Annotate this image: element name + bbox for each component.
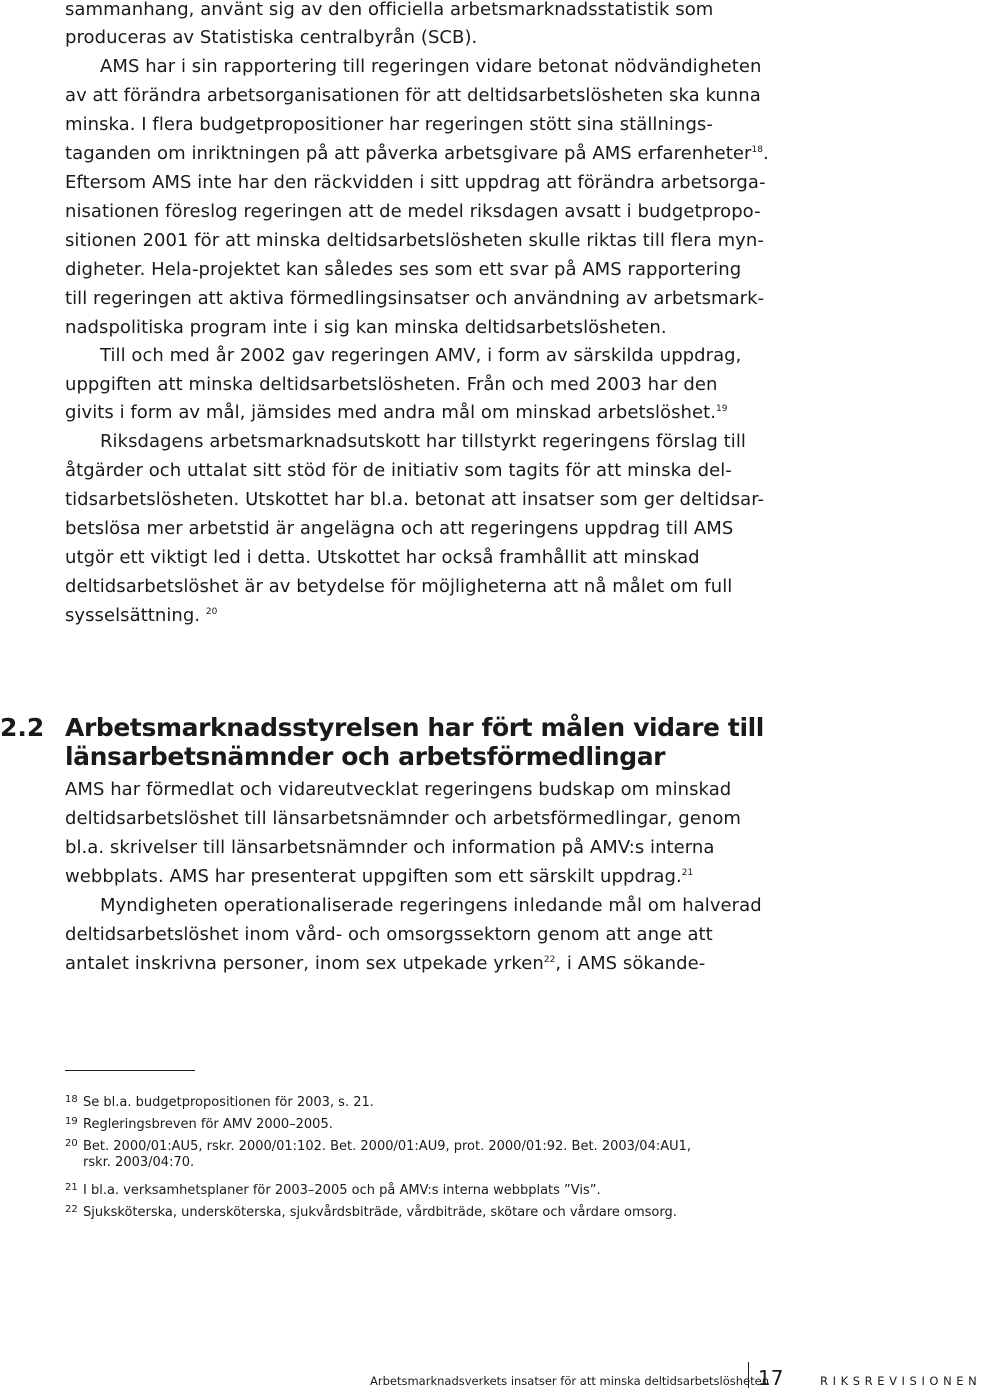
period: . bbox=[763, 143, 769, 164]
body-line: deltidsarbetslöshet är av betydelse för möjligheterna att nå målet om full bbox=[65, 576, 733, 597]
body-line: av att förändra arbetsorganisationen för att deltidsarbetslösheten ska kunna bbox=[65, 85, 761, 106]
footnote-ref-21: 21 bbox=[681, 868, 694, 878]
footer-divider bbox=[748, 1362, 749, 1388]
footnote-ref-22: 22 bbox=[543, 955, 556, 965]
footnote-text: Se bl.a. budgetpropositionen för 2003, s. 21. bbox=[83, 1095, 374, 1110]
footnote-number: 21 bbox=[65, 1182, 78, 1193]
body-line: nisationen föreslog regeringen att de medel riksdagen avsatt i budgetpropo- bbox=[65, 201, 761, 222]
body-line: digheter. Hela-projektet kan således ses som ett svar på AMS rapportering bbox=[65, 259, 742, 280]
footer-document-title: Arbetsmarknadsverkets insatser för att minska deltidsarbetslösheten bbox=[370, 1374, 770, 1388]
footnote-text: Bet. 2000/01:AU5, rskr. 2000/01:102. Bet. 2000/01:AU9, prot. 2000/01:92. Bet. 2003/04:AU1, bbox=[83, 1139, 692, 1154]
section-line: bl.a. skrivelser till länsarbetsnämnder och information på AMV:s interna bbox=[65, 837, 715, 858]
body-line: till regeringen att aktiva förmedlingsinsatser och användning av arbetsmark- bbox=[65, 288, 765, 309]
footnote-ref-18: 18 bbox=[751, 145, 764, 155]
body-line: uppgiften att minska deltidsarbetslösheten. Från och med 2003 har den bbox=[65, 374, 718, 395]
body-line bbox=[65, 144, 769, 164]
footnote-text: Sjuksköterska, undersköterska, sjukvårdsbiträde, vårdbiträde, skötare och vårdare omsorg. bbox=[83, 1205, 677, 1220]
footnote-continuation: rskr. 2003/04:70. bbox=[83, 1155, 195, 1170]
page-number: 17 bbox=[758, 1366, 784, 1390]
section-line: Myndigheten operationaliserade regeringens inledande mål om halverad bbox=[100, 895, 762, 916]
footnote-ref-19: 19 bbox=[716, 404, 728, 414]
body-line: betslösa mer arbetstid är angelägna och att regeringens uppdrag till AMS bbox=[65, 518, 734, 539]
body-line-text: givits i form av mål, jämsides med andra mål om minskad arbetslöshet. bbox=[65, 402, 717, 423]
body-line: sitionen 2001 för att minska deltidsarbetslösheten skulle riktas till flera myn- bbox=[65, 230, 764, 251]
footnote-number: 18 bbox=[65, 1094, 78, 1105]
section-line-text: antalet inskrivna personer, inom sex utpekade yrken bbox=[65, 953, 544, 974]
body-line: produceras av Statistiska centralbyrån (SCB). bbox=[65, 27, 478, 48]
body-line: minska. I flera budgetpropositioner har regeringen stött sina ställnings- bbox=[65, 114, 713, 135]
footnote-text: Regleringsbreven för AMV 2000–2005. bbox=[83, 1117, 333, 1132]
section-line: AMS har förmedlat och vidareutvecklat regeringens budskap om minskad bbox=[65, 779, 732, 800]
footnote-number: 19 bbox=[65, 1116, 78, 1127]
footer-brand-logo: RIKSREVISIONEN bbox=[820, 1374, 981, 1388]
body-line: åtgärder och uttalat sitt stöd för de initiativ som tagits för att minska del- bbox=[65, 460, 732, 481]
body-line: Till och med år 2002 gav regeringen AMV, i form av särskilda uppdrag, bbox=[100, 345, 742, 366]
body-line: AMS har i sin rapportering till regeringen vidare betonat nödvändigheten bbox=[100, 56, 762, 77]
footnote bbox=[65, 1092, 374, 1111]
body-line: sammanhang, använt sig av den officiella arbetsmarknadsstatistik som bbox=[65, 0, 714, 20]
footnote bbox=[65, 1136, 691, 1155]
footnote bbox=[65, 1114, 333, 1133]
footnote-ref-20: 20 bbox=[205, 607, 218, 617]
body-line: Riksdagens arbetsmarknadsutskott har tillstyrkt regeringens förslag till bbox=[100, 431, 746, 452]
section-title-line-2: länsarbetsnämnder och arbetsförmedlingar bbox=[65, 742, 666, 771]
body-line-text: sysselsättning. bbox=[65, 605, 201, 626]
section-number: 2.2 bbox=[0, 713, 45, 742]
section-line-text: webbplats. AMS har presenterat uppgiften som ett särskilt uppdrag. bbox=[65, 866, 682, 887]
footnote bbox=[65, 1202, 677, 1221]
footnote-number: 20 bbox=[65, 1138, 78, 1149]
section-line: deltidsarbetslöshet inom vård- och omsorgssektorn genom att ange att bbox=[65, 924, 713, 945]
footnote-divider bbox=[65, 1070, 195, 1071]
section-line-text: , i AMS sökande- bbox=[555, 953, 706, 974]
body-line: utgör ett viktigt led i detta. Utskottet har också framhållit att minskad bbox=[65, 547, 700, 568]
section-line: deltidsarbetslöshet till länsarbetsnämnder och arbetsförmedlingar, genom bbox=[65, 808, 741, 829]
body-line: Eftersom AMS inte har den räckvidden i sitt uppdrag att förändra arbetsorga- bbox=[65, 172, 766, 193]
section-line bbox=[65, 954, 705, 974]
footnote-text: I bl.a. verksamhetsplaner för 2003–2005 och på AMV:s interna webbplats ”Vis”. bbox=[83, 1183, 601, 1198]
body-line bbox=[65, 403, 728, 423]
body-line: nadspolitiska program inte i sig kan minska deltidsarbetslösheten. bbox=[65, 317, 667, 338]
section-title-line-1: Arbetsmarknadsstyrelsen har fört målen vidare till bbox=[65, 713, 764, 742]
body-line bbox=[65, 606, 217, 626]
section-line bbox=[65, 867, 693, 887]
body-line-text: taganden om inriktningen på att påverka arbetsgivare på AMS erfarenheter bbox=[65, 143, 752, 164]
footnote-number: 22 bbox=[65, 1204, 78, 1215]
body-line: tidsarbetslösheten. Utskottet har bl.a. betonat att insatser som ger deltidsar- bbox=[65, 489, 765, 510]
footnote bbox=[65, 1180, 601, 1199]
